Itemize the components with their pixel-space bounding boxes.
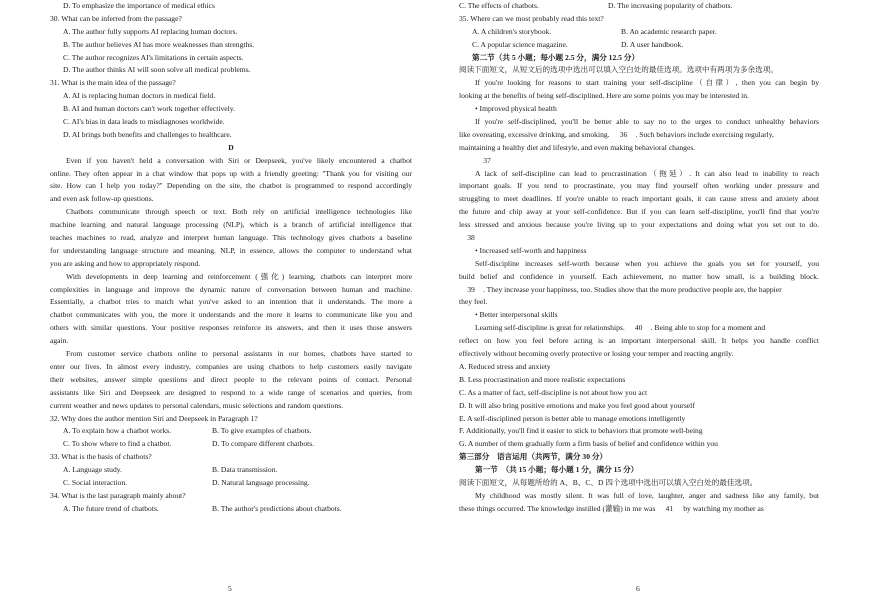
text-segment: . Such behaviors include exercising regularly, [635, 129, 774, 139]
blank-40: 40 [627, 322, 651, 335]
text-line: Chatbots communicate through speech or text. Both rely on artificial intelligence technologies like [66, 207, 412, 217]
option-d: D. A user handbook. [621, 39, 684, 49]
text-line: online. They often appear in a chat window that pops up with a friendly greeting: "Thank you for visiting our [50, 168, 412, 178]
paragraph-line: My childhood was mostly silent. It was full of love, laughter, anger and sadness like any family, but [475, 490, 819, 500]
q33-stem: 33. What is the basis of chatbots? [50, 452, 152, 462]
paragraph-line: they feel. [459, 297, 488, 307]
blank-36: 36 [611, 129, 635, 142]
text-line: chatbot communicates with you, the more it understands and the more it learns to communicate like you and [50, 310, 412, 320]
text-line: their websites, answer simple questions and direct people to the relevant points of contact. Personal [50, 374, 412, 384]
text-line: B. AI and human doctors can't work together effectively. [63, 104, 235, 114]
choice-f: F. Additionally, you'll find it easier to stick to behaviors that promote well-being [459, 426, 703, 436]
option: B. The author's predictions about chatbots. [212, 503, 342, 513]
paragraph-line: If you're self-disciplined, you'll be better able to say no to the urges to conduct unhealthy behaviors [475, 117, 819, 127]
q34-options-cd [459, 0, 819, 13]
left-page [50, 0, 412, 516]
text-line: current weather and news updates to personal calendars, music selections and random questions. [50, 400, 344, 410]
option-b: B. An academic research paper. [621, 26, 717, 36]
option: A. The future trend of chatbots. [63, 503, 159, 513]
right-page [459, 0, 819, 516]
paragraph-line: the future and chip away at your self-confidence. But if you can learn self-discipline, you'll find that you're [459, 207, 819, 217]
text-line: C. The author recognizes AI's limitations in certain aspects. [63, 52, 244, 62]
text-line: 30. What can be inferred from the passage? [50, 13, 182, 23]
blank-37: 37 [475, 155, 499, 168]
text-line: for understanding language structure and meaning. NLP, in essence, allows the computer to understand what [50, 245, 412, 255]
text-line: complexities in language and improve the dynamic nature of conversation between human and machine. [50, 284, 412, 294]
text-line: A. The author fully supports AI replacing human doctors. [63, 26, 238, 36]
text-line: machine learning and natural language processing (NLP), which is a branch of artificial intelligence that [50, 220, 412, 230]
option: A. To explain how a chatbot works. [63, 426, 172, 436]
part3-section1-title: 第一节 （共 15 小题；每小题 1 分，满分 15 分） [475, 465, 639, 475]
text-line: D. To emphasize the importance of medical ethics [63, 1, 215, 10]
paragraph-line: A lack of self-discipline can lead to procrastination（拖延）. It can also lead to inability to reach [475, 168, 819, 178]
choice-d: D. It will also bring positive emotions and make you feel good about yourself [459, 400, 695, 410]
choice-b: B. Less procrastination and more realistic expectations [459, 374, 626, 384]
option-c: C. The effects of chatbots. [459, 1, 539, 10]
section2-title: 第二节（共 5 小题；每小题 2.5 分，满分 12.5 分） [472, 52, 640, 62]
paragraph-line: reflect on how you feel before acting is an important interpersonal skill. It helps you handle conflict [459, 336, 819, 346]
choice-a: A. Reduced stress and anxiety [459, 361, 551, 371]
page-number-right: 6 [636, 584, 640, 593]
paragraph-line-blank-36 [459, 129, 819, 142]
page-number-left: 5 [228, 584, 232, 593]
option-c: C. A popular science magazine. [472, 39, 568, 49]
paragraph-line: maintaining a healthy diet and lifestyle, and even making behavioral changes. [459, 142, 696, 152]
option: C. To show where to find a chatbot. [63, 439, 172, 449]
paragraph-line: build belief and confidence in yourself. Each achievement, no matter how small, is a building block. [459, 271, 819, 281]
paragraph-line-blank-41 [459, 503, 819, 516]
option-d: D. The increasing popularity of chatbots. [608, 1, 733, 10]
text-segment: Learning self-discipline is great for relationships. [475, 323, 627, 333]
q35-options-ab [459, 26, 819, 39]
q35-stem: 35. Where can we most probably read this text? [459, 13, 604, 23]
q35-options-cd [459, 39, 819, 52]
text-line: C. AI's bias in data leads to misdiagnoses worldwide. [63, 117, 225, 127]
text-line: Essentially, a chatbot tries to match what you've asked to an intention that it understands. The more a [50, 297, 412, 307]
text-line: A. AI is replacing human doctors in medical field. [63, 91, 216, 101]
blank-38-line [459, 232, 819, 245]
text-line: From customer service chatbots online to personal assistants in our homes, chatbots have started to [66, 349, 412, 359]
part3-title: 第三部分 语言运用（共两节，满分 30 分） [459, 452, 608, 462]
text-line: 31. What is the main idea of the passage? [50, 78, 176, 88]
part3-instruction: 阅读下面短文，从每题所给的 A、B、C、D 四个选项中选出可以填入空白处的最佳选项。 [459, 477, 758, 487]
blank-38: 38 [459, 232, 483, 245]
text-segment: these things occurred. The knowledge instilled (灌输) in me was [459, 503, 658, 513]
paragraph-line: Self-discipline increases self-worth because when you achieve the goals you set for yourself, you [475, 258, 819, 268]
paragraph-line: effectively without becoming overly protective or losing your temper and reacting angrily. [459, 349, 734, 359]
passage-d-heading: D [228, 142, 234, 152]
text-line: B. The author believes AI has more weaknesses than strengths. [63, 39, 255, 49]
text-line: site. How can I help you today?" Depending on the site, the chatbot is programmed to respond accordingly [50, 181, 412, 191]
text-segment: . Being able to stop for a moment and [650, 323, 766, 333]
paragraph-line: If you're looking for reasons to start training your self-discipline（自律）, then you can begin by [475, 78, 819, 88]
option: A. Language study. [63, 465, 122, 475]
choice-e: E. A self-disciplined person is better able to manage emotions intelligently [459, 413, 686, 423]
text-line: again. [50, 336, 69, 346]
option: D. Natural language processing. [212, 477, 310, 487]
choice-g: G. A number of them gradually form a firm basis of belief and confidence within you [459, 439, 718, 449]
text-segment: . They increase your happiness, too. Studies show that the more productive people are, the happier [483, 284, 782, 294]
text-line: teaches machines to read, analyze and interpret human language. This technology gives chatbots a baseline [50, 233, 412, 243]
paragraph-line: struggling to meet deadlines. If you're unable to reach important goals, it can cause stress and anxiety about [459, 194, 819, 204]
blank-41: 41 [657, 503, 681, 516]
heading-physical-health: • Improved physical health [475, 104, 557, 114]
paragraph-line-blank-40 [459, 322, 819, 335]
blank-37-line [459, 155, 819, 168]
paragraph-line: important goals. If you tend to procrastinate, you may find yourself often working under pressure and [459, 181, 819, 191]
option: C. Social interaction. [63, 477, 128, 487]
text-line: With developments in deep learning and reinforcement (强化) learning, chatbots can interpret more [66, 271, 412, 281]
option: D. To compare different chatbots. [212, 439, 315, 449]
q32-options [50, 438, 412, 451]
choice-c: C. As a matter of fact, self-discipline is not about how you act [459, 387, 648, 397]
paragraph-line: looking at the benefits of being self-disciplined. Here are some points you may be interested in. [459, 91, 749, 101]
blank-39: 39 [459, 284, 483, 297]
option: B. To give examples of chatbots. [212, 426, 312, 436]
text-segment: by watching my mother as [681, 503, 764, 513]
text-line: others with similar questions. Your positive responses reinforce its answers, and then it uses those answers [50, 323, 412, 333]
q34-stem: 34. What is the last paragraph mainly about? [50, 490, 186, 500]
text-line: enter our lives. In almost every industry, companies are using chatbots to help customers easily navigate [50, 361, 412, 371]
option-a: A. A children's storybook. [472, 26, 552, 36]
text-line: Even if you haven't held a conversation with Siri or Deepseek, you've likely encountered a chatbot [66, 155, 412, 165]
paragraph-line: less stressed and anxious because you're living up to your expectations and doing what you set out to do. [459, 220, 819, 230]
section2-instruction: 阅读下面短文，从短文后的选项中选出可以填入空白处的最佳选项。选项中有两项为多余选项。 [459, 65, 778, 75]
heading-self-worth: • Increased self-worth and happiness [475, 245, 587, 255]
text-segment: like overeating, excessive drinking, and smoking. [459, 129, 612, 139]
paragraph-line-blank-39 [459, 284, 819, 297]
text-line: D. AI brings both benefits and challenges to healthcare. [63, 129, 232, 139]
q33-options [50, 477, 412, 490]
text-line: D. The author thinks AI will soon solve all medical problems. [63, 65, 251, 75]
q32-options [50, 425, 412, 438]
heading-interpersonal: • Better interpersonal skills [475, 310, 558, 320]
text-line: you are asking and how to appropriately respond. [50, 258, 201, 268]
text-line: and even ask follow-up questions. [50, 194, 154, 204]
q33-options [50, 464, 412, 477]
text-line: assistants like Siri and Deepseek are designed to respond to a wide range of scenarios and queries, from [50, 387, 412, 397]
option: B. Data transmission. [212, 465, 278, 475]
text-line: 32. Why does the author mention Siri and Deepseek in Paragraph 1? [50, 413, 258, 423]
q34-options [50, 503, 412, 516]
